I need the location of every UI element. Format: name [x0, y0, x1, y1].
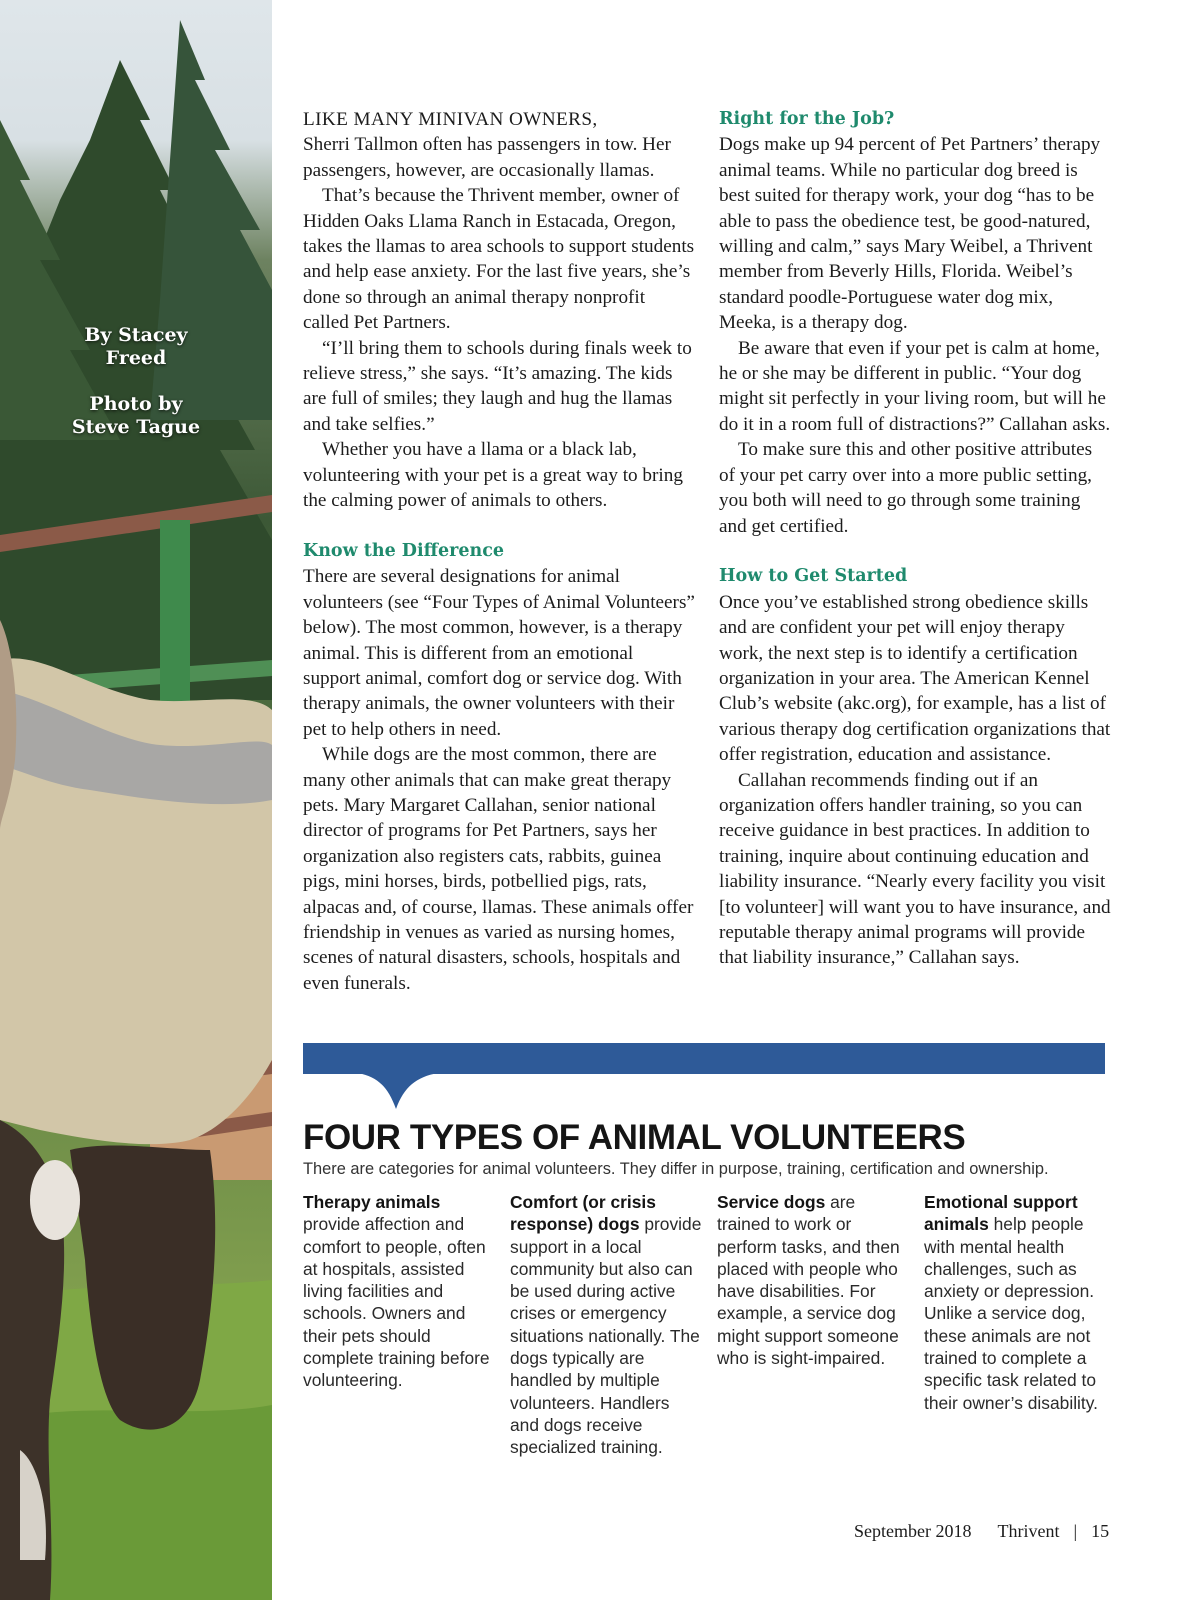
- heading-right-for-the-job: Right for the Job?: [719, 109, 895, 129]
- article-paragraph-5: There are several designations for animal volunteers (see “Four Types of Animal Volunteers” below). The most common, however, is a therapy animal. This is different from an emotional support animal, comfort dog or service dog. With therapy animals, the owner volunteers with their pet to help others in need.: [303, 566, 695, 740]
- type-description: are trained to work or perform tasks, and then placed with people who have disabilities. For example, a service dog might support someone who is sight-impaired.: [717, 1192, 900, 1369]
- page-number: 15: [1091, 1521, 1110, 1541]
- heading-know-the-difference: Know the Difference: [303, 540, 504, 561]
- llama-photo-illustration: [0, 0, 272, 1600]
- type-description: provide support in a local community but also can be used during active crises or emergency situations nationally. The dogs typically are handled by multiple volunteers. Handlers and dogs receive specialized training.: [510, 1214, 702, 1458]
- byline-author-line2: Freed: [105, 347, 167, 369]
- photo-credit-line2: Steve Tague: [71, 416, 201, 438]
- paragraph-1-text: Sherri Tallmon often has passengers in tow. Her passengers, however, are occasionally llamas.: [303, 134, 671, 181]
- article-paragraph-6: While dogs are the most common, there are many other animals that can make great therapy pets. Mary Margaret Callahan, senior national director of programs for Pet Partners, says her organization also registers cats, rabbits, guinea pigs, mini horses, birds, potbellied pigs, rats, alpacas and, of course, llamas. These animals offer friendship in venues as varied as nursing homes, scenes of natural disasters, schools, hospitals and even funerals.: [303, 744, 694, 994]
- sidebar-subtitle: There are categories for animal volunteers. They differ in purpose, training, certification and ownership.: [303, 1160, 1049, 1178]
- article-column-1: [303, 107, 695, 996]
- footer-issue-date: September 2018: [854, 1521, 972, 1541]
- photo-credit-line1: Photo by: [89, 393, 183, 415]
- article-paragraph-2: That’s because the Thrivent member, owner of Hidden Oaks Llama Ranch in Estacada, Oregon, takes the llamas to area schools to support students and help ease anxiety. For the last five years, she’s done so through an animal therapy nonprofit called Pet Partners.: [303, 185, 695, 334]
- type-description: provide affection and comfort to people, often at hospitals, assisted living facilities and schools. Owners and their pets should complete training before volunteering.: [303, 1214, 490, 1391]
- heading-how-to-get-started: How to Get Started: [719, 566, 908, 587]
- byline-author-line1: By Stacey: [84, 324, 188, 346]
- byline: [52, 324, 220, 462]
- article-paragraph-10: Once you’ve established strong obedience skills and are confident your pet will enjoy therapy work, the next step is to identify a certification organization in your area. The American Kennel Club’s website (akc.org), for example, has a list of various therapy dog certification organizations that offer registration, education and assistance.: [719, 591, 1111, 766]
- section-gap: [303, 514, 695, 539]
- article-paragraph-9: To make sure this and other positive attributes of your pet carry over into a more public setting, you both will need to go through some training and get certified.: [719, 439, 1093, 537]
- type-emotional-support-animals: [924, 1191, 1116, 1414]
- type-name: Service dogs: [717, 1192, 826, 1212]
- page-footer: [854, 1520, 1144, 1542]
- type-name: Emotional support animals: [924, 1192, 1078, 1235]
- type-name: Comfort (or crisis response) dogs: [510, 1192, 656, 1235]
- type-description: help people with mental health challenges, such as anxiety or depression. Unlike a service dog, these animals are not trained to complete a specific task related to their owner’s disability.: [924, 1214, 1098, 1413]
- type-service-dogs: [717, 1191, 909, 1369]
- sidebar-accent-bar: [303, 1043, 1105, 1074]
- type-name: Therapy animals: [303, 1192, 441, 1212]
- lead-in: LIKE MANY MINIVAN OWNERS,: [303, 109, 598, 130]
- article-paragraph-8: Be aware that even if your pet is calm at home, he or she may be different in public. “Your dog might sit perfectly in your living room, but will he do it in a room full of distractions?” Callahan asks.: [719, 337, 1111, 435]
- sidebar-notch: [358, 1073, 438, 1109]
- footer-magazine-name: Thrivent: [997, 1521, 1060, 1541]
- article-paragraph-7: Dogs make up 94 percent of Pet Partners’ therapy animal teams. While no particular dog breed is best suited for therapy work, your dog “has to be able to pass the obedience test, be good-natured, willing and calm,” says Mary Weibel, a Thrivent member from Beverly Hills, Florida. Weibel’s standard poodle-Portuguese water dog mix, Meeka, is a therapy dog.: [719, 134, 1101, 334]
- type-therapy-animals: [303, 1191, 495, 1392]
- llama-photo: [0, 0, 272, 1600]
- sidebar-title: FOUR TYPES OF ANIMAL VOLUNTEERS: [303, 1118, 966, 1157]
- article-paragraph-11: Callahan recommends finding out if an organization offers handler training, so you can receive guidance in best practices. In addition to training, inquire about continuing education and liability insurance. “Nearly every facility you visit [to volunteer] will want you to have insurance, and reputable therapy animal programs will provide that liability insurance,” Callahan says.: [719, 769, 1111, 969]
- article-column-2: [719, 107, 1111, 971]
- article-paragraph-4: Whether you have a llama or a black lab, volunteering with your pet is a great way to bring the calming power of animals to others.: [303, 439, 683, 512]
- section-gap: [719, 539, 1111, 564]
- type-comfort-dogs: [510, 1191, 702, 1459]
- article-paragraph-1: [303, 107, 695, 183]
- article-paragraph-3: “I’ll bring them to schools during finals week to relieve stress,” she says. “It’s amazing. The kids are full of smiles; they laugh and hug the llamas and take selfies.”: [303, 337, 692, 435]
- footer-separator: |: [1073, 1521, 1078, 1541]
